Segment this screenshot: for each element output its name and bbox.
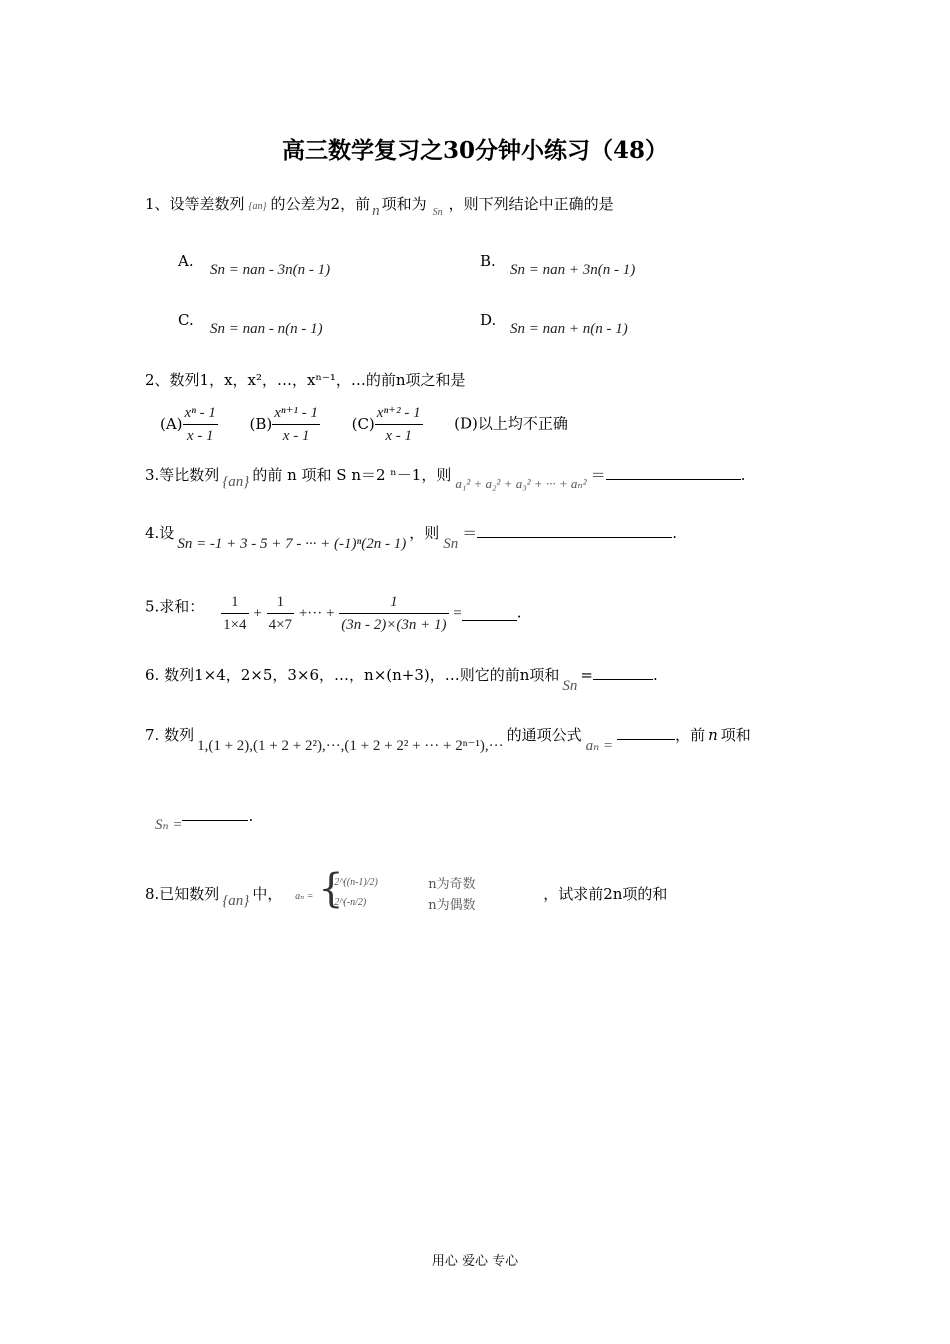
q1-seq: {an}: [248, 201, 267, 212]
q2-option-b-fraction: $\frac{\text{xⁿ⁺¹ - 1}}{x - 1}$: [272, 402, 320, 447]
q4-answer-blank[interactable]: [477, 523, 672, 538]
q7-sn-blank[interactable]: [182, 806, 248, 821]
q1-stem: [145, 193, 614, 220]
q1-option-b-label: B.: [480, 252, 496, 270]
q1-option-b-formula: Sn = nan + 3n(n - 1): [510, 262, 636, 278]
q1-option-d-formula: Sn = nan + n(n - 1): [510, 321, 628, 337]
q1-option-d-label: D.: [480, 311, 497, 329]
q1-option-c-formula: Sn = nan - n(n - 1): [210, 321, 323, 337]
q8-piecewise: { 2^((n-1)/2) n为奇数 2^(-n/2) n为偶数: [318, 866, 476, 913]
q8-case2: 2^(-n/2): [334, 897, 367, 908]
page-footer: 用心 爱心 专心: [431, 1254, 519, 1269]
q2-option-a-fraction: $\frac{\text{xⁿ - 1}}{x - 1}$: [183, 402, 218, 447]
q7-an-blank[interactable]: [617, 725, 675, 740]
question-7-sum: Sₙ = .: [155, 807, 254, 833]
q1-stem-d: ，则下列结论中正确的是: [448, 195, 614, 213]
q4-sn: Sn: [443, 536, 459, 552]
q7-sn: Sₙ =: [155, 817, 183, 833]
q3-sum: a₁² + a₂² + a₃² + ··· + aₙ²: [455, 476, 587, 491]
q6-answer-blank[interactable]: [593, 665, 653, 680]
q2-option-c: (C) $\frac{\text{xⁿ⁺² - 1}}{x - 1}$: [352, 415, 428, 433]
question-5: 5.求和： $\frac{1}{1\times 4}$ + $\frac{1}{4\times 7}$ +··· + $\frac{1}{(3n - 2)\times(3n + 1)}$ = .: [145, 591, 522, 636]
q3-answer-blank[interactable]: [606, 465, 741, 480]
q7-an: aₙ =: [585, 738, 614, 754]
q1-option-a-label: A.: [178, 252, 194, 270]
q2-option-a: (A) $\frac{\text{xⁿ - 1}}{x - 1}$: [160, 415, 223, 433]
q2-option-d: (D)以上均不正确: [454, 414, 568, 433]
q1-stem-c: 项和为: [381, 195, 427, 213]
q2-option-c-fraction: $\frac{\text{xⁿ⁺² - 1}}{x - 1}$: [375, 402, 423, 447]
q5-answer-blank[interactable]: [462, 606, 517, 621]
q5-fraction-2: $\frac{1}{4\times 7}$: [267, 591, 294, 636]
q1-n: n: [372, 203, 380, 219]
q8-case2-cond: n为偶数: [428, 898, 476, 913]
q7-sequence: 1,(1 + 2),(1 + 2 + 2²),···,(1 + 2 + 2² + ··· + 2ⁿ⁻¹),···: [197, 738, 504, 754]
q5-fraction-3: $\frac{1}{(3n - 2)\times(3n + 1)}$: [339, 591, 448, 636]
q2-options: [160, 402, 568, 447]
question-7: 7. 数列1,(1 + 2),(1 + 2 + 2²),···,(1 + 2 + 2² + ··· + 2ⁿ⁻¹),···的通项公式aₙ =，前 n 项和: [145, 726, 751, 754]
q8-case1-cond: n为奇数: [428, 877, 476, 892]
q5-fraction-1: $\frac{1}{1\times 4}$: [221, 591, 248, 636]
q2-stem: 2、数列1，x，x²，…，xⁿ⁻¹，…的前n项之和是: [145, 371, 466, 389]
q1-stem-b: 的公差为2，前: [270, 195, 371, 213]
question-6: 6. 数列1×4，2×5，3×6，…，n×(n+3)，…则它的前n项和Sn= .: [145, 666, 658, 694]
q8-seq: {an}: [222, 893, 250, 909]
q1-sn: Sn: [432, 207, 443, 218]
q8-case1: 2^((n-1)/2): [334, 877, 378, 888]
q6-sn: Sn: [562, 678, 578, 694]
q8-an: aₙ =: [295, 891, 314, 902]
q2-option-b: (B) $\frac{\text{xⁿ⁺¹ - 1}}{x - 1}$: [250, 415, 325, 433]
q1-option-c-label: C.: [178, 311, 194, 329]
q4-formula: Sn = -1 + 3 - 5 + 7 - ··· + (-1)ⁿ(2n - 1): [177, 536, 407, 552]
q1-stem-a: 1、设等差数列: [145, 195, 245, 213]
q1-option-a-formula: Sn = nan - 3n(n - 1): [210, 262, 331, 278]
question-8: 8.已知数列 {an} 中， aₙ = { 2^((n-1)/2) n为奇数 2^(-n/2) n为偶数 ，试求前2n项的和: [145, 866, 668, 913]
q3-seq: {an}: [222, 474, 250, 490]
page-title: 高三数学复习之30分钟小练习（48）: [281, 137, 668, 164]
question-4: 4.设Sn = -1 + 3 - 5 + 7 - ··· + (-1)ⁿ(2n - 1)，则Sn＝ .: [145, 524, 678, 552]
question-3: 3.等比数列 {an} 的前 n 项和 S n＝2 ⁿ－1，则 a₁² + a₂² + a₃² + ··· + aₙ² ＝ .: [145, 466, 746, 491]
